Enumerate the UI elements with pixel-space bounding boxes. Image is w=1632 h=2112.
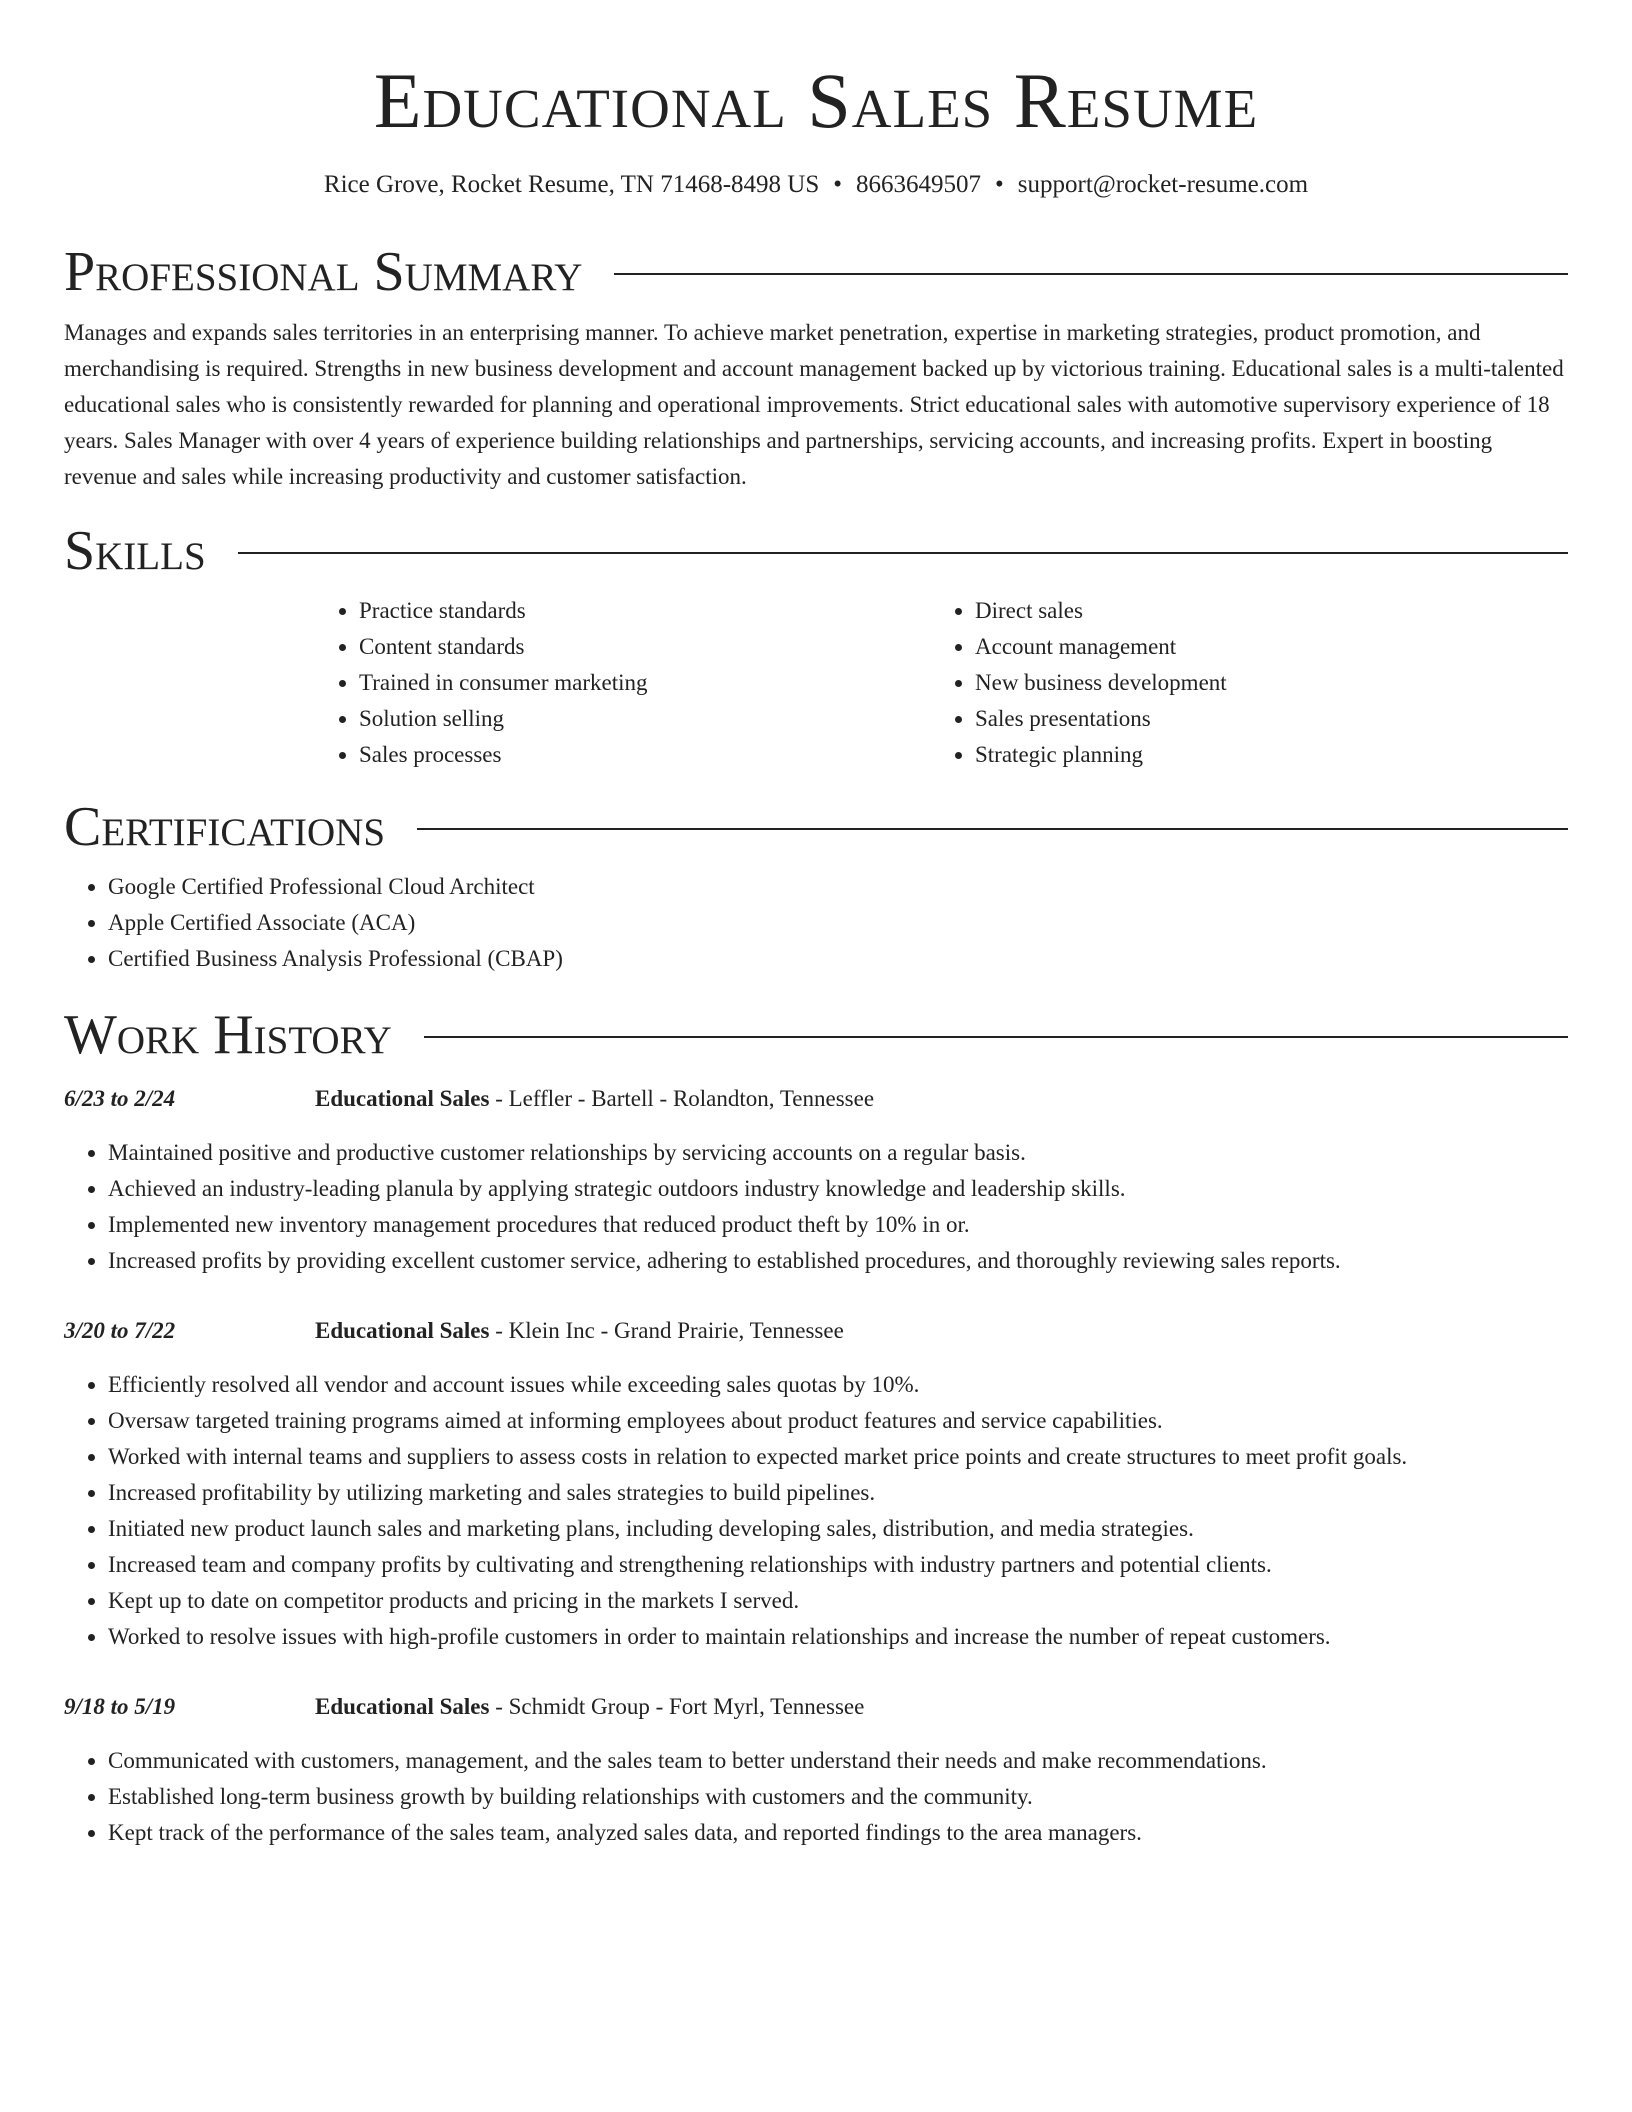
job-details: - Klein Inc - Grand Prairie, Tennessee	[489, 1317, 844, 1343]
skills-column-right	[931, 593, 1547, 773]
job-bullets	[64, 1743, 1568, 1851]
job-bullet: • Achieved an industry-leading planula by applying strategic outdoors industry knowledge and leadership skills.	[108, 1171, 1568, 1207]
job-header	[64, 1689, 1568, 1725]
job-bullet: • Increased profits by providing excellent customer service, adhering to established procedures, and thoroughly reviewing sales reports.	[108, 1243, 1568, 1279]
summary-heading	[64, 240, 1568, 303]
resume-title: Educational Sales Resume	[373, 57, 1259, 144]
job-dates: 3/20 to 7/22	[64, 1317, 176, 1343]
job-dates: 9/18 to 5/19	[64, 1693, 176, 1719]
job-bullet: • Communicated with customers, management, and the sales team to better understand their needs and make recommendations.	[108, 1743, 1568, 1779]
certification-item: • Certified Business Analysis Professional (CBAP)	[108, 941, 1568, 977]
job-entry	[64, 1689, 1568, 1851]
job-dates: 6/23 to 2/24	[64, 1085, 176, 1111]
job-bullet: • Initiated new product launch sales and marketing plans, including developing sales, distribution, and media strategies.	[108, 1511, 1568, 1547]
job-bullet: • Increased profitability by utilizing marketing and sales strategies to build pipelines.	[108, 1475, 1568, 1511]
contact-line	[64, 168, 1568, 202]
section-rule	[424, 1036, 1568, 1038]
skill-item: • Trained in consumer marketing	[359, 665, 931, 701]
separator: •	[995, 170, 1004, 198]
section-title: Work History	[64, 1003, 392, 1066]
section-rule	[417, 828, 1568, 830]
certifications-heading	[64, 795, 1568, 858]
job-header	[64, 1081, 1568, 1117]
job-bullet: • Established long-term business growth by building relationships with customers and the community.	[108, 1779, 1568, 1815]
job-entry	[64, 1081, 1568, 1279]
work-history-heading	[64, 1003, 1568, 1066]
skills-column-left	[315, 593, 931, 773]
job-bullet: • Kept track of the performance of the sales team, analyzed sales data, and reported findings to the area managers.	[108, 1815, 1568, 1851]
job-bullet: • Efficiently resolved all vendor and account issues while exceeding sales quotas by 10%.	[108, 1367, 1568, 1403]
job-bullet: • Maintained positive and productive customer relationships by servicing accounts on a regular basis.	[108, 1135, 1568, 1171]
job-header	[64, 1313, 1568, 1349]
job-title: Educational Sales	[315, 1317, 490, 1343]
job-details: - Leffler - Bartell - Rolandton, Tennessee	[489, 1085, 875, 1111]
email: support@rocket-resume.com	[1017, 170, 1309, 198]
skills-heading	[64, 519, 1568, 582]
job-bullet: • Kept up to date on competitor products and pricing in the markets I served.	[108, 1583, 1568, 1619]
job-bullets	[64, 1367, 1568, 1655]
section-title: Professional Summary	[64, 240, 583, 303]
job-entry	[64, 1313, 1568, 1655]
skill-item: • Account management	[975, 629, 1547, 665]
address: Rice Grove, Rocket Resume, TN 71468-8498 US	[323, 170, 820, 198]
skill-item: • Practice standards	[359, 593, 931, 629]
job-bullet: • Worked to resolve issues with high-profile customers in order to maintain relationships and increase the number of repeat customers.	[108, 1619, 1568, 1655]
section-title: Skills	[64, 519, 206, 582]
section-rule	[614, 273, 1568, 275]
job-bullet: • Increased team and company profits by cultivating and strengthening relationships with industry partners and potential clients.	[108, 1547, 1568, 1583]
skill-item: • Strategic planning	[975, 737, 1547, 773]
skill-item: • New business development	[975, 665, 1547, 701]
skill-item: • Direct sales	[975, 593, 1547, 629]
skill-item: • Solution selling	[359, 701, 931, 737]
summary-text: Manages and expands sales territories in an enterprising manner. To achieve market penetration, expertise in marketing strategies, product promotion, and merchandising is required. Strengths in new business development and account management backed up by victorious training. Educational sales is a multi-talented educational sales who is consistently rewarded for planning and operational improvements. Strict educational sales with automotive supervisory experience of 18 years. Sales Manager with over 4 years of experience building relationships and partnerships, servicing accounts, and increasing profits. Expert in boosting revenue and sales while increasing productivity and customer satisfaction.	[64, 319, 1564, 489]
section-rule	[238, 552, 1568, 554]
skills-list	[315, 593, 1568, 773]
resume-page	[64, 0, 1568, 1851]
skill-item: • Content standards	[359, 629, 931, 665]
section-title: Certifications	[64, 795, 386, 858]
job-bullets	[64, 1135, 1568, 1279]
job-bullet: • Oversaw targeted training programs aimed at informing employees about product features and service capabilities.	[108, 1403, 1568, 1439]
job-title: Educational Sales	[315, 1085, 490, 1111]
skill-item: • Sales presentations	[975, 701, 1547, 737]
job-bullet: • Implemented new inventory management procedures that reduced product theft by 10% in or.	[108, 1207, 1568, 1243]
separator: •	[833, 170, 842, 198]
skill-item: • Sales processes	[359, 737, 931, 773]
job-title: Educational Sales	[315, 1693, 490, 1719]
certification-item: • Google Certified Professional Cloud Architect	[108, 869, 1568, 905]
certification-item: • Apple Certified Associate (ACA)	[108, 905, 1568, 941]
job-bullet: • Worked with internal teams and suppliers to assess costs in relation to expected market price points and create structures to meet profit goals.	[108, 1439, 1568, 1475]
job-details: - Schmidt Group - Fort Myrl, Tennessee	[489, 1693, 865, 1719]
certifications-list	[64, 869, 1568, 977]
phone: 8663649507	[856, 170, 981, 198]
